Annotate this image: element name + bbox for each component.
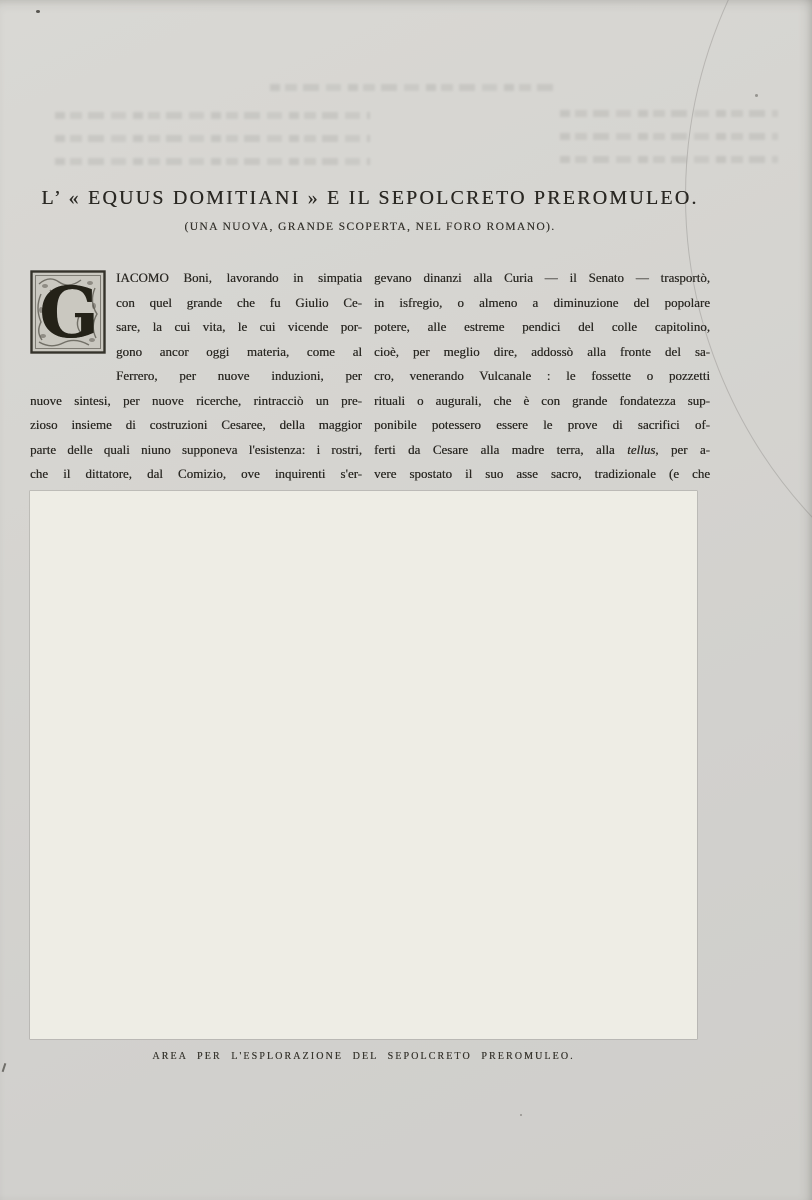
article-subtitle: (UNA NUOVA, GRANDE SCOPERTA, NEL FORO ROMANO). (184, 221, 556, 233)
column-right (374, 266, 710, 487)
body-line: Ferrero, per nuove induzioni, per (116, 368, 362, 383)
body-line: zioso insieme di costruzioni Cesaree, della maggior (30, 417, 362, 432)
body-line: rituali o augurali, che è con grande fondatezza sup- (374, 392, 710, 408)
bleedthrough-left-column (55, 112, 370, 181)
bleedthrough-title (270, 84, 560, 107)
body-line: parte delle quali niuno supponeva l'esistenza: i rostri, (30, 441, 362, 457)
body-line: in isfregio, o almeno a diminuzione del popolare (374, 294, 710, 310)
column-left (30, 266, 362, 487)
body-line: con quel grande che fu Giulio Ce- (116, 294, 362, 310)
excavation-photo-illustration (30, 491, 697, 1039)
dust-speck (755, 94, 758, 97)
line-text: ferti da Cesare alla madre terra, alla (374, 441, 628, 457)
body-line-with-italic (374, 438, 710, 463)
body-line: cro, venerando Vulcanale : le fossette o pozzetti (374, 368, 710, 383)
body-line: ponibile potessero essere le prove di sacrifici of- (374, 417, 710, 432)
body-line: vere spostato il suo asse sacro, tradizionale (e che (374, 466, 710, 481)
body-line: nuove sintesi, per nuove ricerche, rintracciò un pre- (30, 392, 362, 408)
photograph (30, 491, 697, 1039)
body-line: gono ancor oggi materia, come al (116, 343, 362, 359)
margin-mark (2, 1063, 6, 1072)
dust-speck (520, 1114, 522, 1116)
dropcap-letter: G (39, 271, 99, 354)
italic-word: tellus (627, 441, 656, 457)
film-grain-light (30, 491, 697, 1039)
dropcap-ornament (30, 270, 106, 354)
body-line: sare, la cui vita, le cui vicende por- (116, 319, 362, 334)
body-line: cioè, per meglio dire, addossò alla fronte del sa- (374, 343, 710, 359)
body-line: che il dittatore, dal Comizio, ove inquirenti s'er- (30, 466, 362, 481)
photo-caption: AREA PER L'ESPLORAZIONE DEL SEPOLCRETO PREROMULEO. (152, 1051, 575, 1062)
article-body (30, 266, 710, 487)
line-text: , per a- (655, 441, 710, 457)
dropcap-initial (30, 270, 106, 354)
dust-speck (36, 10, 40, 13)
body-line: gevano dinanzi alla Curia — il Senato — trasportò, (374, 270, 710, 285)
body-line: IACOMO Boni, lavorando in simpatia (116, 270, 362, 285)
article-title: L’ « EQUUS DOMITIANI » E IL SEPOLCRETO PREROMULEO. (41, 187, 699, 209)
body-line: potere, alle estreme pendici del colle capitolino, (374, 319, 710, 334)
